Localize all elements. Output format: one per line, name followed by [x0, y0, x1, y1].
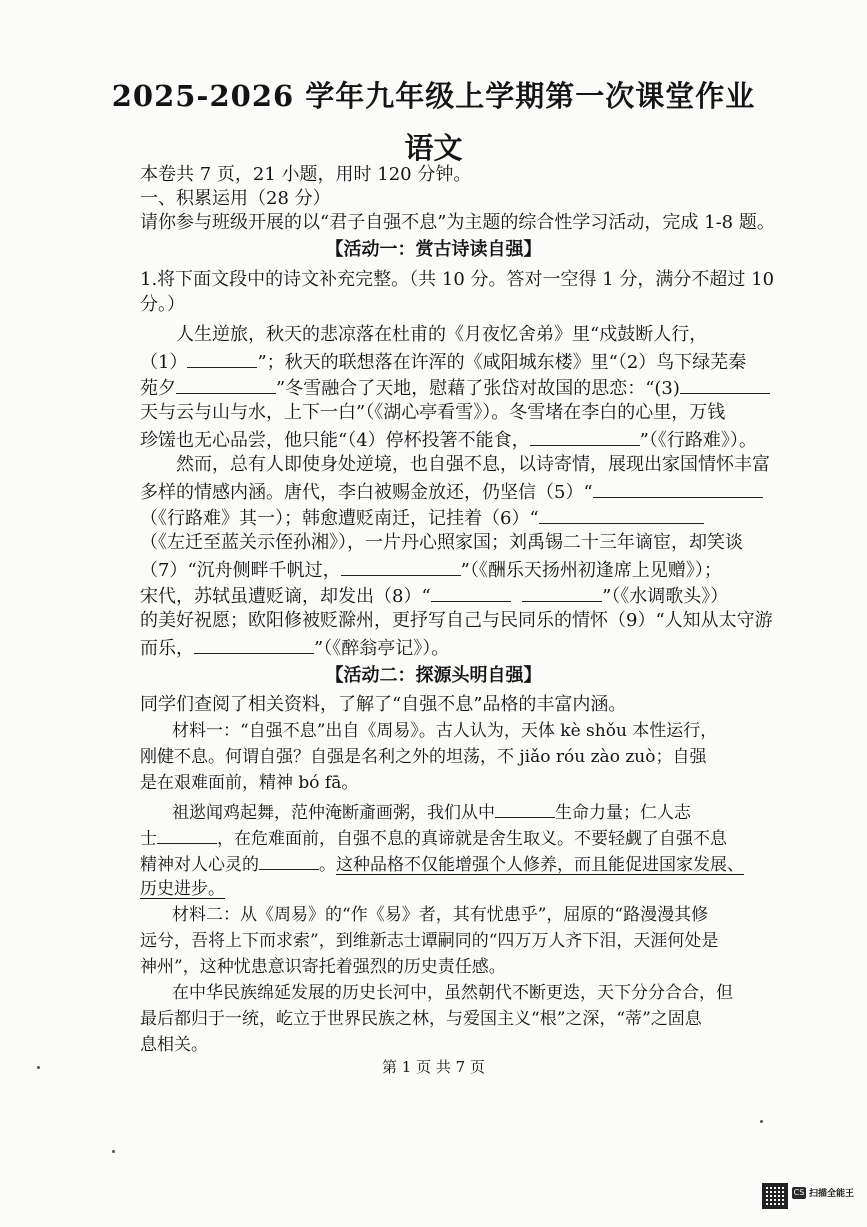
text-segment: 生命力量；仁人志: [555, 803, 691, 823]
text-segment: （1）: [140, 352, 188, 373]
material-line: 是在艰难面前，精神 bó fā。: [140, 773, 359, 793]
text-segment: ”冬雪融合了天地，慰藉了张岱对故国的思恋：“(3): [276, 378, 680, 399]
text-segment: 祖逖闻鸡起舞，范仲淹断齑画粥，我们从中: [172, 803, 495, 823]
answer-blank[interactable]: [176, 375, 276, 394]
scan-speck: [760, 1120, 763, 1123]
exam-info: 本卷共 7 页，21 小题，用时 120 分钟。: [140, 164, 472, 185]
material-line: [140, 825, 727, 851]
material-line: [172, 799, 691, 825]
paragraph-line: [140, 583, 728, 609]
material-line: 材料一：“自强不息”出自《周易》。古人认为，天体 kè shǒu 本性运行，: [172, 721, 718, 741]
answer-blank[interactable]: [539, 505, 704, 524]
answer-blank[interactable]: [522, 583, 602, 602]
text-segment: 苑夕: [140, 378, 176, 399]
q1-instruction: 1.将下面文段中的诗文补充完整。（共 10 分。答对一空得 1 分，满分不超过 10: [140, 269, 775, 290]
answer-blank[interactable]: [187, 349, 257, 368]
text-segment: 珍馐也无心品尝，他只能“（4）停杯投箸不能食，: [140, 430, 530, 451]
underlined-sentence: 这种品格不仅能增强个人修养，而且能促进国家发展、: [336, 855, 744, 875]
activity2-lead: 同学们查阅了相关资料，了解了“自强不息”品格的丰富内涵。: [140, 694, 627, 715]
camscanner-logo-icon: CS: [793, 1188, 805, 1197]
activity2-heading: 【活动二：探源头明自强】: [325, 665, 542, 686]
paragraph-line: （《左迁至蓝关示侄孙湘》），一片丹心照家国；刘禹锡二十三年谪宦，却笑谈: [140, 532, 743, 553]
text-segment: 而乐，: [140, 638, 194, 659]
text-segment: 宋代，苏轼虽遭贬谪，却发出（8）“: [140, 586, 431, 607]
material-line: 息相关。: [140, 1035, 208, 1055]
scan-speck: [37, 1066, 40, 1069]
material-line: 在中华民族绵延发展的历史长河中，虽然朝代不断更迭，天下分分合合，但: [172, 983, 733, 1003]
watermark-name: 扫描全能王: [809, 1189, 855, 1199]
scanner-watermark: [762, 1183, 855, 1213]
text-segment: ”（《水调歌头》）: [602, 586, 729, 607]
text-segment: 。: [319, 855, 336, 875]
answer-blank[interactable]: [495, 799, 555, 818]
material-line: 神州”，这种忧患意识寄托着强烈的历史责任感。: [140, 957, 506, 977]
answer-blank[interactable]: [530, 427, 640, 446]
material-line: 最后都归于一统，屹立于世界民族之林，与爱国主义“根”之深，“蒂”之固息: [140, 1009, 702, 1029]
task-instruction: 请你参与班级开展的以“君子自强不息”为主题的综合性学习活动，完成 1-8 题。: [140, 212, 775, 233]
section-heading: 一、积累运用（28 分）: [140, 188, 331, 209]
q1-instruction-cont: 分。）: [140, 294, 185, 315]
paragraph-line: [140, 349, 746, 375]
underlined-sentence: 历史进步。: [140, 879, 225, 899]
answer-blank[interactable]: [593, 479, 763, 498]
answer-blank[interactable]: [431, 583, 511, 602]
paragraph-line: [140, 479, 763, 505]
paragraph-line: [140, 375, 770, 401]
text-segment: （《行路难》其一）；韩愈遭贬南迁，记挂着（6）“: [140, 508, 539, 529]
text-segment: ”（《酬乐天扬州初逢席上见赠》）；: [460, 560, 722, 581]
paragraph-line: [140, 505, 704, 531]
answer-blank[interactable]: [194, 635, 314, 654]
answer-blank[interactable]: [341, 557, 461, 576]
paragraph-line: [140, 635, 449, 661]
text-segment: ，在危难面前，自强不息的真谛就是舍生取义。不要轻觑了自强不息: [217, 829, 727, 849]
scan-speck: [112, 1150, 115, 1153]
answer-blank[interactable]: [259, 851, 319, 870]
subject-title: 语文: [404, 131, 463, 165]
qr-code-icon: [762, 1183, 788, 1209]
paragraph-line: [140, 427, 757, 453]
material-line: 材料二：从《周易》的“作《易》者，其有忧患乎”，屈原的“路漫漫其修: [172, 905, 709, 925]
answer-blank[interactable]: [680, 375, 770, 394]
text-segment: 士: [140, 829, 157, 849]
text-segment: （7）“沉舟侧畔千帆过，: [140, 560, 341, 581]
paragraph-line: [140, 557, 722, 583]
material-line: 刚健不息。何谓自强？自强是名利之外的坦荡，不 jiǎo róu zào zuò；自强: [140, 747, 707, 767]
paragraph-line: 天与云与山与水，上下一白”（《湖心亭看雪》）。冬雪堵在李白的心里，万钱: [140, 402, 726, 423]
text-segment: 多样的情感内涵。唐代，李白被赐金放还，仍坚信（5）“: [140, 482, 593, 503]
text-segment: ”（《行路难》）。: [639, 430, 757, 451]
paragraph-line: 然而，总有人即使身处逆境，也自强不息，以诗寄情，展现出家国情怀丰富: [176, 454, 770, 475]
paragraph-line: 的美好祝愿；欧阳修被贬滁州，更抒写自己与民同乐的情怀（9）“人知从太守游: [140, 610, 773, 631]
activity1-heading: 【活动一：赏古诗读自强】: [325, 239, 542, 260]
paragraph-line: 人生逆旅，秋天的悲凉落在杜甫的《月夜忆舍弟》里“戍鼓断人行，: [176, 324, 708, 345]
material-line: [140, 851, 744, 877]
text-segment: ”（《醉翁亭记》）。: [314, 638, 450, 659]
text-segment: ”；秋天的联想落在许浑的《咸阳城东楼》里“（2）鸟下绿芜秦: [257, 352, 747, 373]
text-segment: 精神对人心灵的: [140, 855, 259, 875]
page-number: 第 1 页 共 7 页: [382, 1058, 485, 1076]
answer-blank[interactable]: [157, 825, 217, 844]
exam-title: 2025-2026 学年九年级上学期第一次课堂作业: [111, 79, 756, 113]
material-line: 远兮，吾将上下而求索”，到维新志士谭嗣同的“四万万人齐下泪，天涯何处是: [140, 931, 719, 951]
